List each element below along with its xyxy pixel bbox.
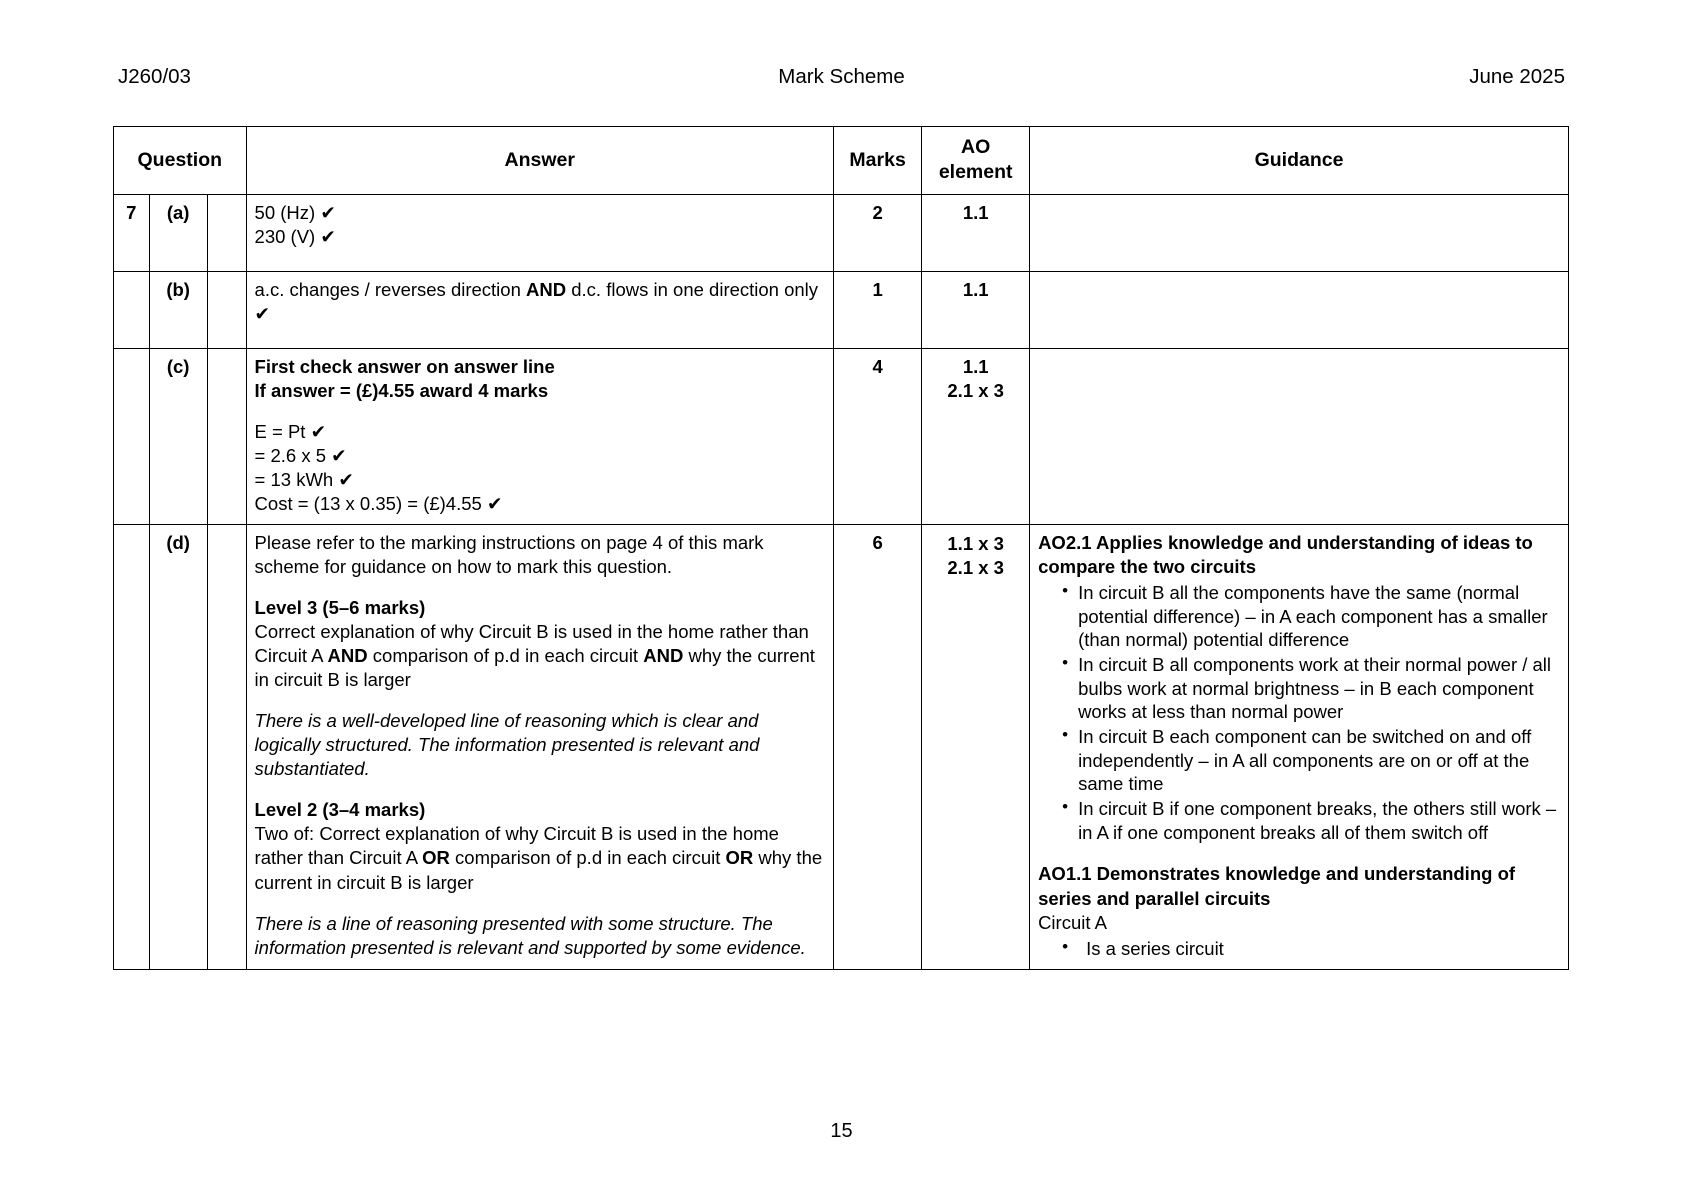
question-number [114, 271, 150, 348]
spacer [255, 403, 825, 420]
question-subpart [207, 348, 246, 524]
level3-text [255, 620, 825, 692]
question-subpart [207, 524, 246, 969]
answer-line: E = Pt ✔ [254, 420, 327, 442]
spacer [255, 692, 825, 709]
level2-text [255, 822, 825, 894]
ao-element-value: 1.1 [922, 271, 1030, 348]
column-header-marks: Marks [833, 127, 921, 195]
table-row [114, 524, 1569, 969]
level3-text-pre: Correct explanation of why Circuit B is used in the home rather than Circuit A [254, 621, 809, 667]
column-header-guidance: Guidance [1030, 127, 1569, 195]
guidance-ao21-heading: AO2.1 Applies knowledge and understanding of ideas to compare the two circuits [1038, 531, 1533, 578]
guidance-cell [1030, 348, 1569, 524]
level3-text-post: why the current in circuit B is larger [254, 645, 815, 691]
table-row [114, 194, 1569, 271]
column-header-question: Question [114, 127, 247, 195]
column-header-ao-element [922, 127, 1030, 195]
answer-text-and: AND [526, 278, 567, 300]
spacer [1038, 845, 1560, 862]
ao-element-line1: 1.1 x 3 [947, 532, 1004, 554]
spacer [255, 579, 825, 596]
question-number: 7 [114, 194, 150, 271]
page-header [118, 62, 1565, 92]
question-part: (c) [149, 348, 207, 524]
column-header-ao-line2: element [938, 161, 1013, 184]
page-number: 15 [830, 1120, 853, 1142]
level3-italic-note: There is a well-developed line of reasoning which is clear and logically structured. The information presented is relevant and substantiated. [254, 710, 760, 780]
answer-line: = 2.6 x 5 ✔ [254, 444, 347, 466]
guidance-ao11-subheading: Circuit A [1038, 911, 1107, 933]
list-item: • In circuit B all the components have the same (normal potential difference) – in A each component has a smaller (than normal) potential difference [1062, 581, 1560, 652]
list-item: • In circuit B if one component breaks, the others still work – in A if one component breaks all of them switch off [1062, 797, 1560, 844]
ao-element-line1: 1.1 [962, 355, 989, 377]
header-date: June 2025 [1469, 65, 1565, 88]
guidance-cell-7d [1030, 524, 1569, 969]
answer-line: = 13 kWh ✔ [254, 468, 354, 490]
ao-element-value: 1.1 [922, 194, 1030, 271]
answer-cell-7d [246, 524, 833, 969]
ao-element-cell [922, 524, 1030, 969]
marks-value: 2 [833, 194, 921, 271]
answer-text [255, 278, 825, 326]
column-header-ao-line1: AO [961, 136, 991, 158]
answer-line: Cost = (13 x 0.35) = (£)4.55 ✔ [254, 492, 503, 514]
answer-line: 50 (Hz) ✔ [254, 201, 336, 223]
level2-or-2: OR [725, 847, 754, 869]
level3-heading: Level 3 (5–6 marks) [254, 597, 426, 619]
spacer [255, 895, 825, 912]
marks-value: 4 [833, 348, 921, 524]
guidance-ao11-bullets [1038, 937, 1560, 961]
spacer [255, 781, 825, 798]
question-number [114, 524, 150, 969]
level2-or-1: OR [422, 847, 450, 869]
guidance-ao21-bullets [1038, 581, 1560, 844]
list-item: • In circuit B each component can be switched on and off independently – in A all components are on or off at the same time [1062, 725, 1560, 796]
guidance-ao11-heading: AO1.1 Demonstrates knowledge and understanding of series and parallel circuits [1038, 863, 1516, 909]
column-header-answer: Answer [246, 127, 833, 195]
table-row [114, 348, 1569, 524]
table-header-row [114, 127, 1569, 195]
question-part: (d) [149, 524, 207, 969]
answer-cell-7a [246, 194, 833, 271]
ao-element-line2: 2.1 x 3 [947, 379, 1004, 401]
table-row [114, 271, 1569, 348]
level2-text-post: why the current in circuit B is larger [254, 847, 823, 893]
answer-text-post: d.c. flows in one direction only ✔ [254, 278, 819, 324]
question-part: (b) [149, 271, 207, 348]
question-subpart [207, 194, 246, 271]
level2-text-mid: comparison of p.d in each circuit [449, 847, 726, 869]
answer-intro: Please refer to the marking instructions on page 4 of this mark scheme for guidance on how to mark this question. [254, 531, 764, 578]
question-subpart [207, 271, 246, 348]
answer-line: 230 (V) ✔ [254, 225, 336, 247]
mark-scheme-table [113, 126, 1569, 970]
level3-and-2: AND [643, 645, 684, 667]
answer-cell-7c [246, 348, 833, 524]
answer-bold-line: If answer = (£)4.55 award 4 marks [254, 379, 549, 401]
list-item: • Is a series circuit [1062, 937, 1560, 961]
level2-heading: Level 2 (3–4 marks) [254, 799, 426, 821]
answer-bold-line: First check answer on answer line [254, 355, 555, 377]
answer-text-pre: a.c. changes / reverses direction [254, 278, 527, 300]
ao-element-cell [922, 348, 1030, 524]
ao-element-line2: 2.1 x 3 [947, 557, 1004, 579]
answer-cell-7b [246, 271, 833, 348]
header-paper-code: J260/03 [118, 65, 191, 88]
marks-value: 1 [833, 271, 921, 348]
level3-and-1: AND [327, 645, 368, 667]
level3-text-mid: comparison of p.d in each circuit [367, 645, 644, 667]
guidance-cell [1030, 271, 1569, 348]
level2-italic-note: There is a line of reasoning presented with some structure. The information presented is relevant and supported by some evidence. [254, 912, 806, 958]
question-number [114, 348, 150, 524]
marks-value: 6 [833, 524, 921, 969]
level2-text-pre: Two of: Correct explanation of why Circuit B is used in the home rather than Circuit A [254, 823, 779, 869]
question-part: (a) [149, 194, 207, 271]
list-item: • In circuit B all components work at their normal power / all bulbs work at normal brightness – in B each component works at less than normal power [1062, 653, 1560, 724]
header-title: Mark Scheme [778, 65, 905, 88]
guidance-cell [1030, 194, 1569, 271]
